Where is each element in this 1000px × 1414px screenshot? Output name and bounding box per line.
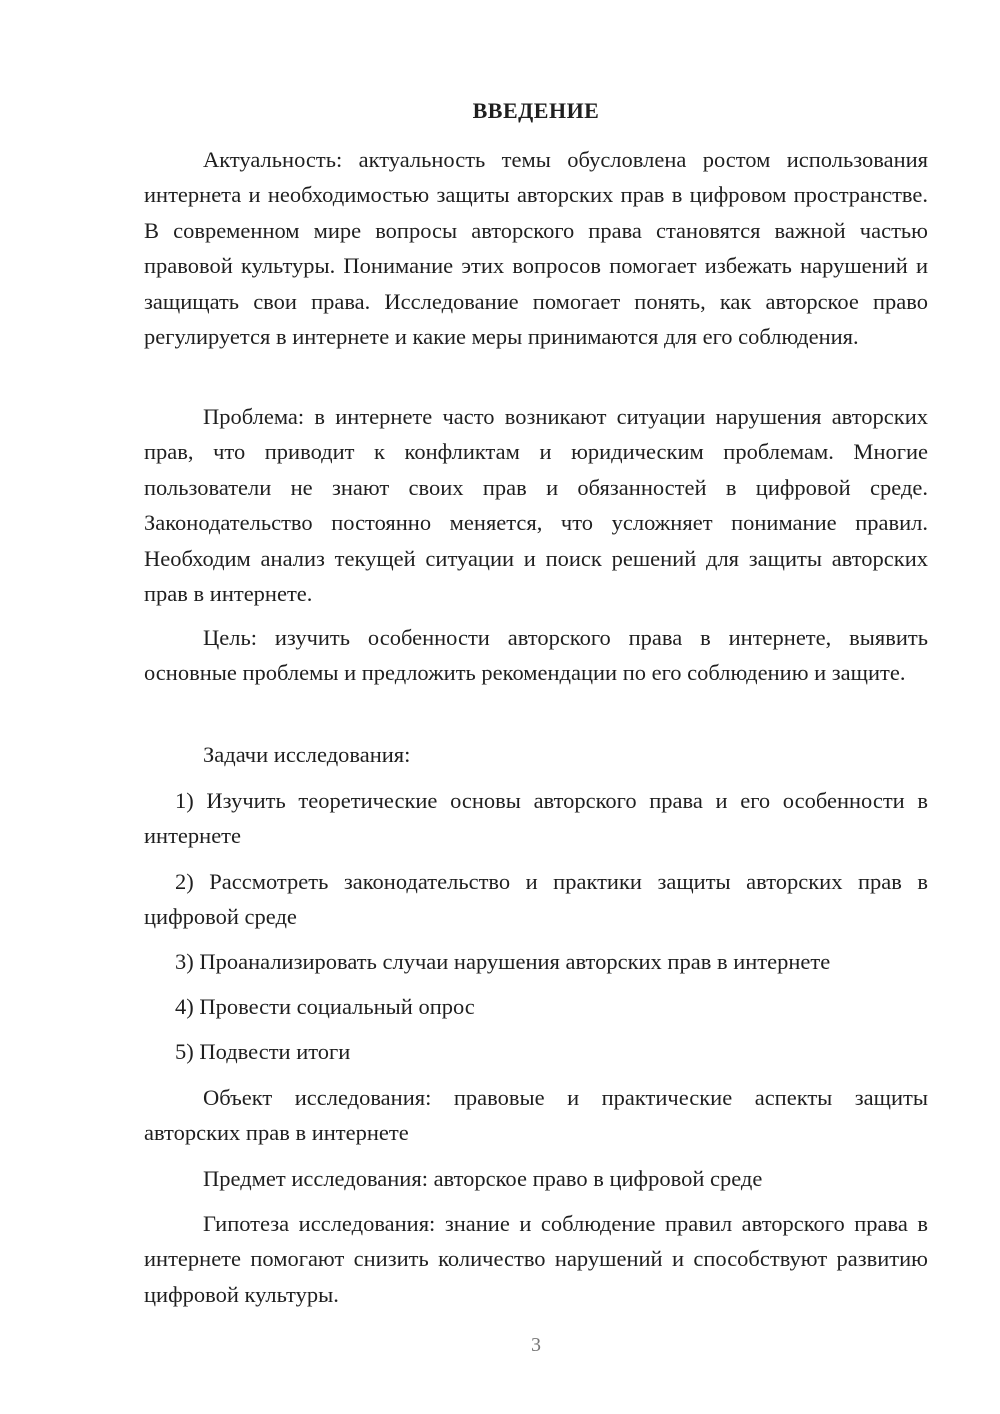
paragraph-problem: Проблема: в интернете часто возникают ситуации нарушения авторских прав, что приводит к конфликтам и юридическим проблемам. Многие пользователи не знают своих прав и обязанностей в цифровой среде. Законодательство постоянно меняется, что усложняет понимание правил. Необходим анализ текущей ситуации и поиск решений для защиты авторских прав в интернете.	[144, 404, 928, 607]
paragraph-hypothesis: Гипотеза исследования: знание и соблюдение правил авторского права в интернете помогают снизить количество нарушений и способствуют развитию цифровой культуры.	[144, 1211, 928, 1307]
paragraph-tasks-heading: Задачи исследования:	[203, 742, 411, 767]
paragraph-relevance: Актуальность: актуальность темы обусловлена ростом использования интернета и необходимостью защиты авторских прав в цифровом пространстве. В современном мире вопросы авторского права становятся важной частью правовой культуры. Понимание этих вопросов помогает избежать нарушений и защищать свои права. Исследование помогает понять, как авторское право регулируется в интернете и какие меры принимаются для его соблюдения.	[144, 147, 928, 350]
task-item-5: 5) Подвести итоги	[175, 1039, 351, 1064]
paragraph-object: Объект исследования: правовые и практические аспекты защиты авторских прав в интернете	[144, 1085, 928, 1146]
task-item-3: 3) Проанализировать случаи нарушения авторских прав в интернете	[175, 949, 831, 974]
page-number: 3	[531, 1334, 541, 1356]
task-item-1: 1) Изучить теоретические основы авторского права и его особенности в интернете	[144, 788, 928, 849]
paragraph-goal: Цель: изучить особенности авторского права в интернете, выявить основные проблемы и предложить рекомендации по его соблюдению и защите.	[144, 625, 928, 686]
task-item-4: 4) Провести социальный опрос	[175, 994, 475, 1019]
paragraph-subject: Предмет исследования: авторское право в цифровой среде	[203, 1166, 763, 1191]
task-item-2: 2) Рассмотреть законодательство и практики защиты авторских прав в цифровой среде	[144, 869, 928, 930]
page-title: ВВЕДЕНИЕ	[472, 98, 600, 123]
document-page	[144, 0, 928, 1414]
